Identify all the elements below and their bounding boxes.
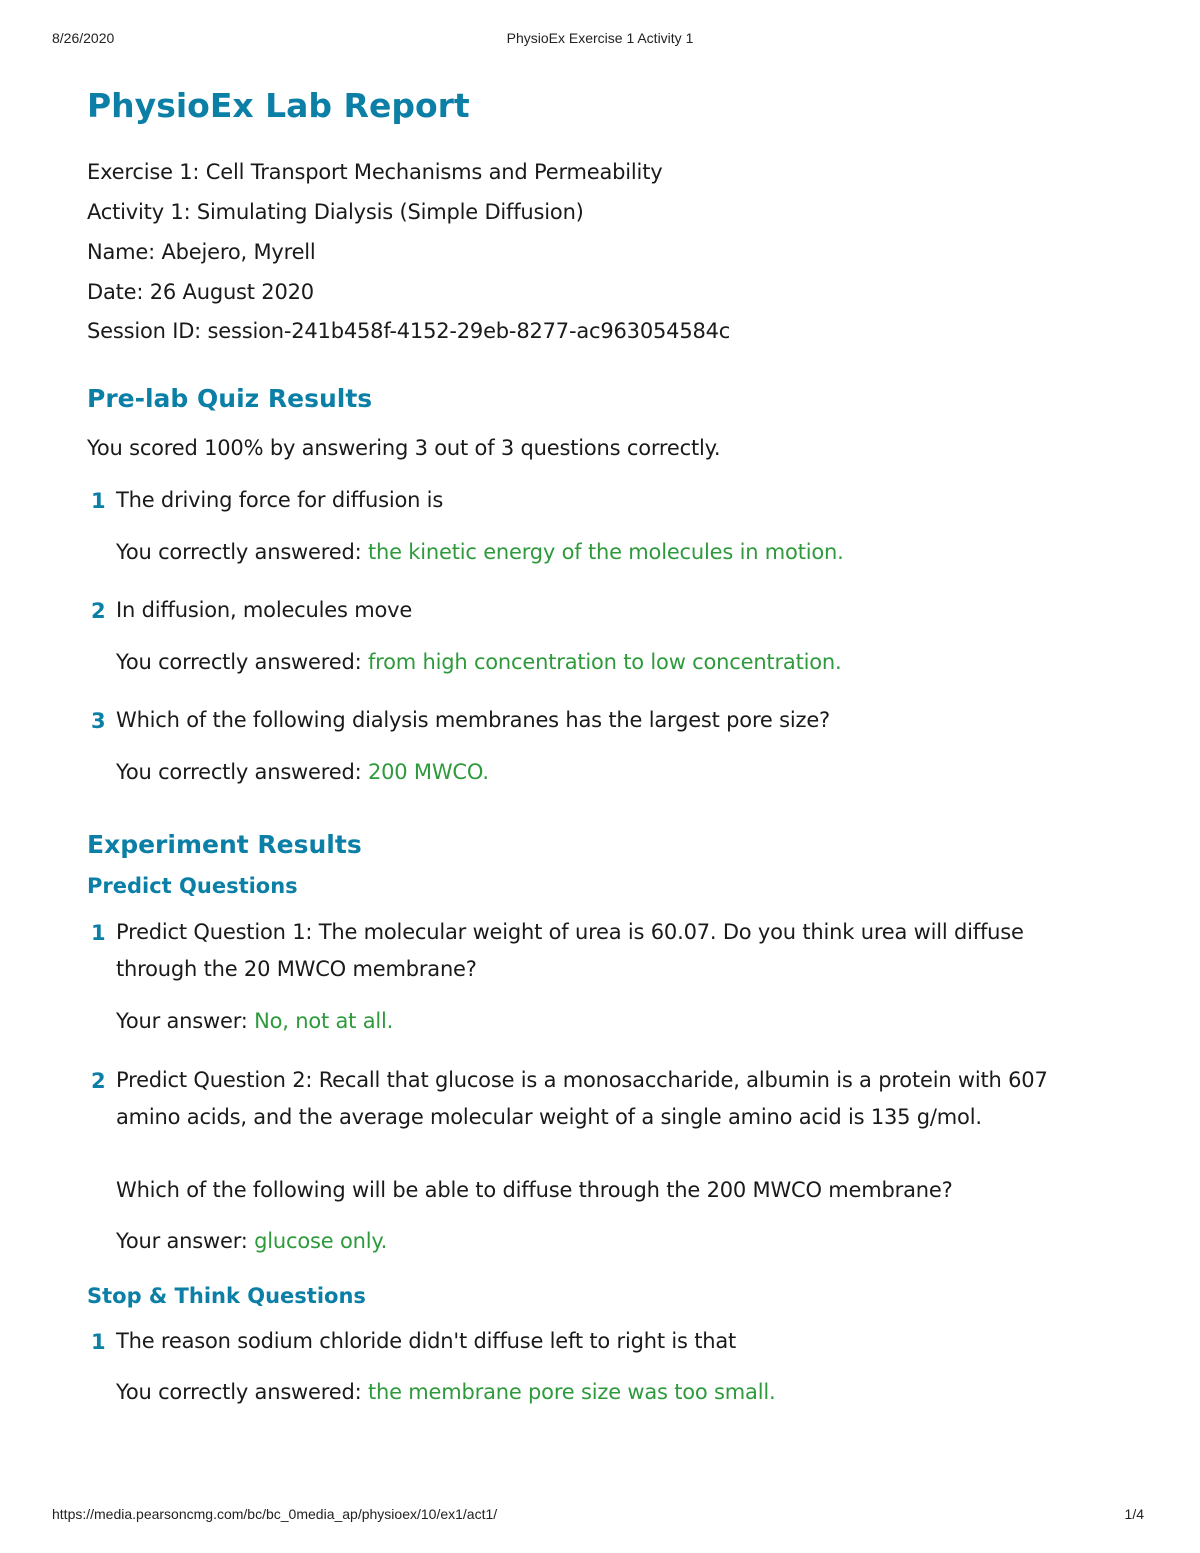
activity-line: Activity 1: Simulating Dialysis (Simple Diffusion) [87, 200, 584, 224]
answer-value: No, not at all. [254, 1009, 394, 1033]
answer-line [116, 1009, 393, 1033]
print-url: https://media.pearsoncmg.com/bc/bc_0media_ap/physioex/10/ex1/act1/ [52, 1506, 498, 1522]
print-footer [0, 1506, 1200, 1526]
session-id: Session ID: session-241b458f-4152-29eb-8277-ac963054584c [87, 319, 731, 343]
print-date: 8/26/2020 [52, 30, 115, 46]
answer-prefix: Your answer: [116, 1009, 255, 1033]
answer-prefix: Your answer: [116, 1229, 255, 1253]
question-text: The driving force for diffusion is [116, 488, 444, 512]
answer-line [116, 760, 489, 784]
question-number: 2 [91, 599, 106, 623]
experiment-heading: Experiment Results [87, 830, 362, 859]
question-number: 1 [91, 921, 106, 945]
question-text-line: Predict Question 2: Recall that glucose is a monosaccharide, albumin is a protein with 607 [116, 1068, 1048, 1092]
answer-value: the kinetic energy of the molecules in motion. [367, 540, 844, 564]
question-text: Which of the following dialysis membranes has the largest pore size? [116, 708, 830, 732]
question-text-line: through the 20 MWCO membrane? [116, 957, 477, 981]
print-page-title: PhysioEx Exercise 1 Activity 1 [506, 30, 694, 46]
question-text-line: Predict Question 1: The molecular weight of urea is 60.07. Do you think urea will diffuse [116, 920, 1024, 944]
prelab-heading: Pre-lab Quiz Results [87, 384, 373, 413]
report-title: PhysioEx Lab Report [87, 86, 470, 125]
answer-prefix: You correctly answered: [116, 760, 368, 784]
answer-prefix: You correctly answered: [116, 1380, 368, 1404]
answer-line [116, 1229, 387, 1253]
answer-line [116, 1380, 775, 1404]
report-date: Date: 26 August 2020 [87, 280, 314, 304]
question-number: 3 [91, 709, 106, 733]
answer-line [116, 650, 841, 674]
prelab-score: You scored 100% by answering 3 out of 3 questions correctly. [87, 436, 721, 460]
question-text: The reason sodium chloride didn't diffuse left to right is that [116, 1329, 737, 1353]
student-name: Name: Abejero, Myrell [87, 240, 316, 264]
predict-heading: Predict Questions [87, 874, 298, 898]
answer-prefix: You correctly answered: [116, 540, 368, 564]
answer-line [116, 540, 844, 564]
exercise-line: Exercise 1: Cell Transport Mechanisms and Permeability [87, 160, 663, 184]
question-number: 1 [91, 489, 106, 513]
question-text: In diffusion, molecules move [116, 598, 413, 622]
answer-value: 200 MWCO. [367, 760, 489, 784]
question-number: 2 [91, 1069, 106, 1093]
page-number: 1/4 [1124, 1506, 1144, 1522]
question-text-line: Which of the following will be able to diffuse through the 200 MWCO membrane? [116, 1178, 953, 1202]
answer-value: the membrane pore size was too small. [367, 1380, 776, 1404]
question-number: 1 [91, 1330, 106, 1354]
answer-prefix: You correctly answered: [116, 650, 368, 674]
print-header [0, 30, 1200, 50]
answer-value: glucose only. [254, 1229, 388, 1253]
question-text-line: amino acids, and the average molecular weight of a single amino acid is 135 g/mol. [116, 1105, 982, 1129]
answer-value: from high concentration to low concentration. [367, 650, 842, 674]
stop-think-heading: Stop & Think Questions [87, 1284, 366, 1308]
